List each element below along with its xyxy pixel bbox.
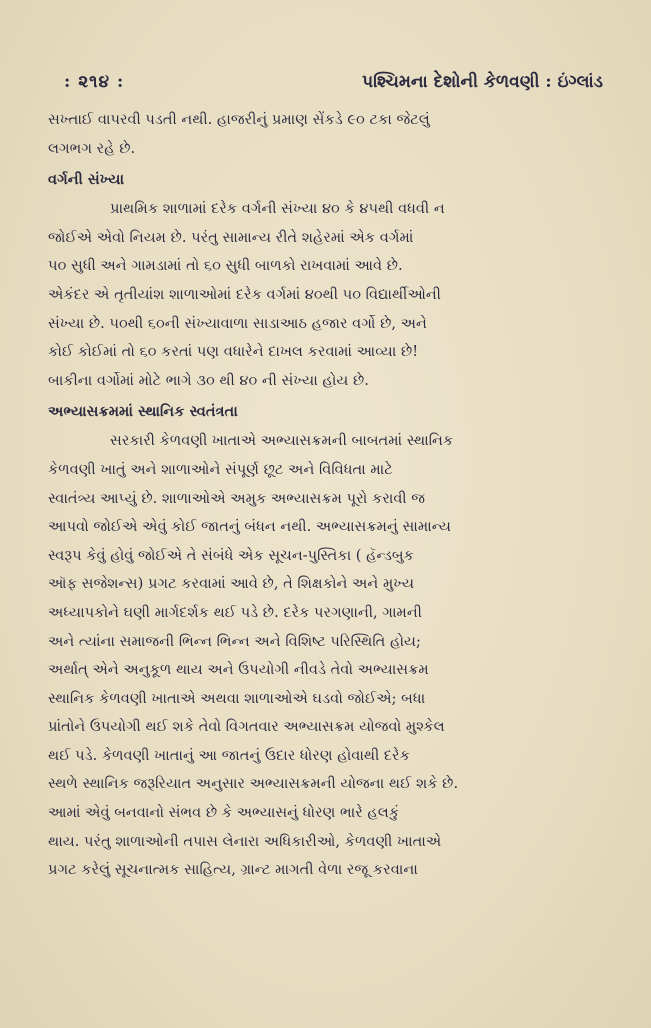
text-line: ૫૦ સુધી અને ગામડામાં તો ૬૦ સુધી બાળકો રાખવામાં આવે છે.: [48, 257, 403, 275]
text-line: સ્થળે સ્થાનિક જરૂરિયાત અનુસાર અભ્યાસક્રમની યોજના થઈ શકે છે.: [48, 775, 459, 793]
text-line: થઈ પડે. કેળવણી ખાતાનું આ જાતનું ઉદાર ધોરણ હોવાથી દરેક: [48, 746, 410, 764]
text-line: આમાં એવું બનવાનો સંભવ છે કે અભ્યાસનું ધોરણ ભારે હલકું: [48, 804, 400, 822]
text-line: પ્રગટ કરેલું સૂચનાત્મક સાહિત્ય, ગ્રાન્ટ માગતી વેળા રજૂ કરવાના: [48, 861, 418, 879]
text-line: અર્થાત્ એને અનુકૂળ થાય અને ઉપયોગી નીવડે તેવો અભ્યાસક્રમ: [48, 661, 429, 679]
text-line: કેળવણી ખાતું અને શાળાઓને સંપૂર્ણ છૂટ અને વિવિધતા માટે: [48, 460, 393, 478]
page-header: [48, 72, 607, 92]
text-line: સ્થાનિક કેળવણી ખાતાએ અથવા શાળાઓએ ઘડવો જોઈએ; બધા: [48, 689, 426, 707]
section-heading-class-size: વર્ગની સંખ્યા: [48, 171, 125, 189]
text-line: પ્રાંતોને ઉપયોગી થઈ શકે તેવો વિગતવાર અભ્યાસક્રમ યોજવો મુશ્કેલ: [48, 718, 445, 736]
text-line: સખ્તાઈ વાપરવી પડતી નથી. હાજરીનું પ્રમાણ સેંકડે ૯૦ ટકા જેટલું: [48, 111, 430, 128]
text-line: જોઈએ એવો નિયમ છે. પરંતુ સામાન્ય રીતે શહેરમાં એક વર્ગમાં: [48, 228, 414, 246]
text-line: સ્વરૂપ કેવું હોવું જોઈએ તે સંબંધે એક સૂચન-પુસ્તિકા ( હૅન્ડબુક: [48, 546, 414, 564]
text-line: ઑફ સજેશન્સ) પ્રગટ કરવામાં આવે છે, તે શિક્ષકોને અને મુખ્ય: [48, 575, 415, 593]
intro-paragraph: [48, 106, 607, 163]
running-head: પશ્ચિમના દેશોની કેળવણી : ઇંગ્લાંડ: [362, 72, 603, 92]
page-number: : ૨૧૪ :: [64, 72, 125, 92]
text-line: આપવો જોઈએ એવું કોઈ જાતનું બંધન નથી. અભ્યાસક્રમનું સામાન્ય: [48, 518, 451, 536]
text-line: અને ત્યાંના સમાજની ભિન્ન ભિન્ન અને વિશિષ્ટ પરિસ્થિતિ હોય;: [48, 632, 421, 650]
text-line: થાય. પરંતુ શાળાઓની તપાસ લેનારા અધિકારીઓ, કેળવણી ખાતાએ: [48, 832, 442, 850]
text-line: એકંદર એ તૃતીયાંશ શાળાઓમાં દરેક વર્ગમાં ૪૦થી ૫૦ વિદ્યાર્થીઓની: [48, 285, 441, 303]
text-line: લગભગ રહે છે.: [48, 139, 136, 157]
text-line: સરકારી કેળવણી ખાતાએ અભ્યાસક્રમની બાબતમાં સ્થાનિક: [110, 432, 454, 450]
class-size-paragraph: [48, 195, 607, 395]
text-line: બાકીના વર્ગોમાં મોટે ભાગે ૩૦ થી ૪૦ ની સંખ્યા હોય છે.: [48, 371, 369, 389]
text-line: અધ્યાપકોને ઘણી માર્ગદર્શક થઈ પડે છે. દરેક પરગણાની, ગામની: [48, 603, 422, 621]
text-line: કોઈ કોઈમાં તો ૬૦ કરતાં પણ વધારેને દાખલ કરવામાં આવ્યા છે!: [48, 343, 419, 361]
text-line: પ્રાથમિક શાળામાં દરેક વર્ગની સંખ્યા ૪૦ કે ૪૫થી વધવી ન: [110, 200, 445, 218]
text-line: સંખ્યા છે. ૫૦થી ૬૦ની સંખ્યાવાળા સાડાઆઠ હજાર વર્ગો છે, અને: [48, 314, 427, 332]
text-line: સ્વાતંત્ર્ય આપ્યું છે. શાળાઓએ અમુક અભ્યાસક્રમ પૂરો કરાવી જ: [48, 489, 426, 507]
curriculum-paragraph: [48, 427, 607, 885]
section-heading-curriculum-freedom: અભ્યાસક્રમમાં સ્થાનિક સ્વતંત્રતા: [48, 403, 238, 421]
